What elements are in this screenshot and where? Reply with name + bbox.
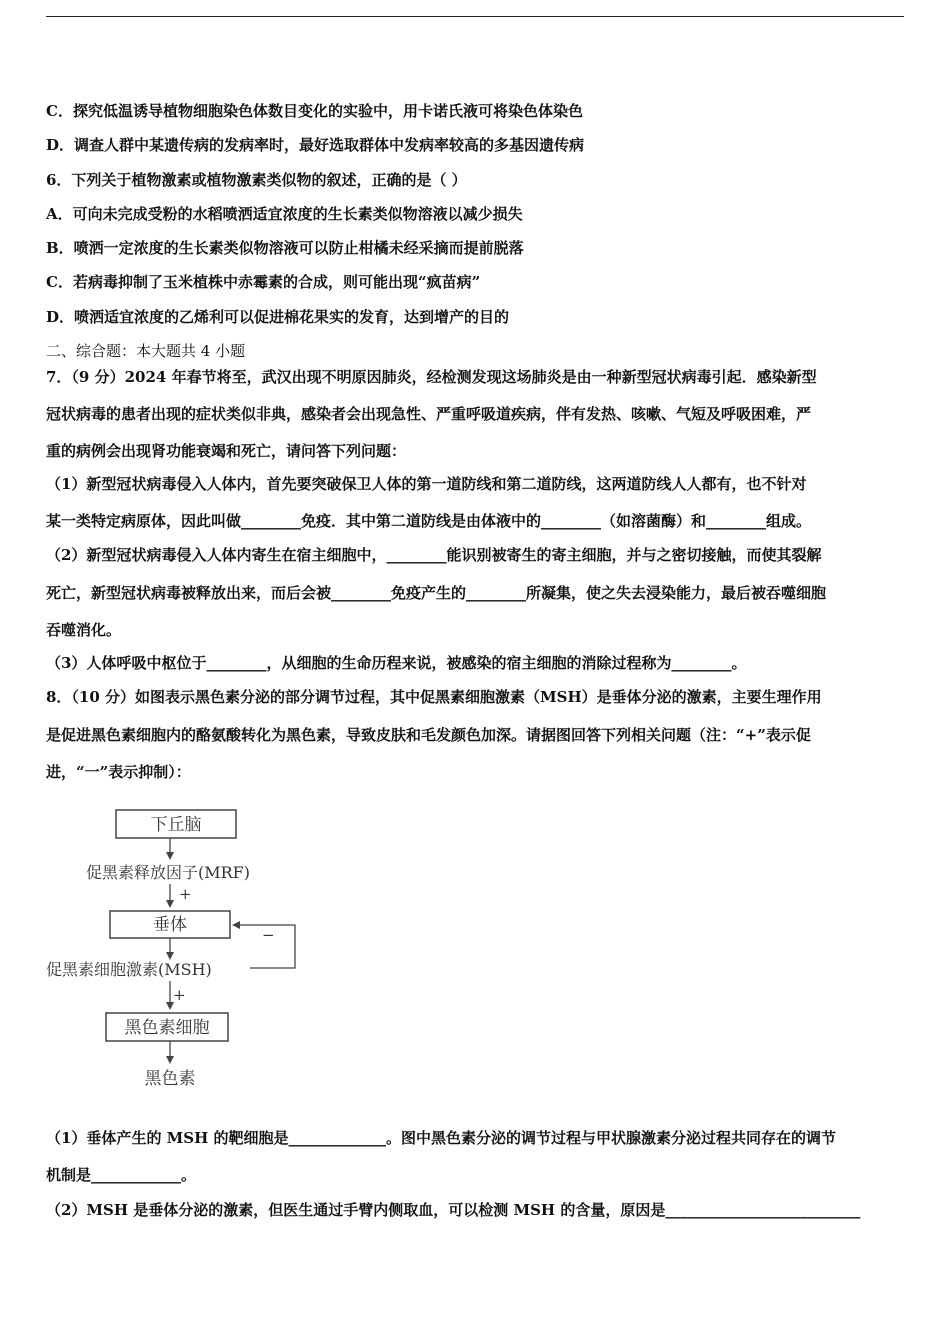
question-8-part-1-line-2: 机制是____________。 [46, 1166, 197, 1184]
msh-label: 促黑素细胞激素(MSH) [46, 960, 212, 979]
header-rule [46, 16, 904, 17]
question-7-part-2-line-1: （2）新型冠状病毒侵入人体内寄生在宿主细胞中，________能识别被寄生的寄主细胞，并与之密切接触，而使其裂解 [46, 546, 822, 564]
question-7-part-2-line-3: 吞噬消化。 [46, 621, 122, 639]
pituitary-label: 垂体 [153, 915, 187, 935]
question-6-stem: 6．下列关于植物激素或植物激素类似物的叙述，正确的是（ ） [46, 171, 467, 189]
question-7-line-1: 7．（9 分）2024 年春节将至，武汉出现不明原因肺炎，经检测发现这场肺炎是由一种新型冠状病毒引起．感染新型 [46, 368, 817, 386]
question-7-line-2: 冠状病毒的患者出现的症状类似非典，感染者会出现急性、严重呼吸道疾病，伴有发热、咳嗽、气短及呼吸困难，严 [46, 405, 812, 423]
hypothalamus-label: 下丘脑 [150, 815, 202, 835]
question-7-part-2-line-2: 死亡，新型冠状病毒被释放出来，而后会被________免疫产生的________所凝集，使之失去浸染能力，最后被吞噬细胞 [46, 584, 827, 602]
question-8-line-2: 是促进黑色素细胞内的酪氨酸转化为黑色素，导致皮肤和毛发颜色加深。请据图回答下列相关问题（注：“+”表示促 [46, 726, 811, 744]
melanin-regulation-diagram [46, 800, 316, 1100]
melanin-label: 黑色素 [144, 1069, 196, 1089]
option-a-q6: A．可向未完成受粉的水稻喷洒适宜浓度的生长素类似物溶液以减少损失 [46, 205, 523, 223]
question-7-part-1-line-1: （1）新型冠状病毒侵入人体内，首先要突破保卫人体的第一道防线和第二道防线，这两道防线人人都有，也不针对 [46, 475, 807, 493]
melanocyte-label: 黑色素细胞 [124, 1018, 210, 1038]
question-8-line-1: 8．（10 分）如图表示黑色素分泌的部分调节过程，其中促黑素细胞激素（MSH）是垂体分泌的激素，主要生理作用 [46, 688, 822, 706]
plus-sign-1: + [179, 885, 192, 903]
option-d-q6: D．喷洒适宜浓度的乙烯利可以促进棉花果实的发育，达到增产的目的 [46, 308, 510, 326]
minus-sign: − [262, 926, 275, 944]
question-8-line-3: 进，“一”表示抑制）： [46, 763, 191, 781]
option-b-q6: B．喷洒一定浓度的生长素类似物溶液可以防止柑橘未经采摘而提前脱落 [46, 239, 524, 257]
option-c-q5: C．探究低温诱导植物细胞染色体数目变化的实验中，用卡诺氏液可将染色体染色 [46, 102, 583, 120]
question-8-part-1-line-1: （1）垂体产生的 MSH 的靶细胞是_____________。图中黑色素分泌的调节过程与甲状腺激素分泌过程共同存在的调节 [46, 1129, 836, 1147]
section-heading: 二、综合题：本大题共 4 小题 [46, 342, 246, 360]
question-7-part-1-line-2: 某一类特定病原体，因此叫做________免疫．其中第二道防线是由体液中的________（如溶菌酶）和________组成。 [46, 512, 812, 530]
question-8-part-2: （2）MSH 是垂体分泌的激素，但医生通过手臂内侧取血，可以检测 MSH 的含量，原因是__________________________ [46, 1201, 861, 1219]
plus-sign-2: + [173, 986, 186, 1004]
question-7-part-3: （3）人体呼吸中枢位于________，从细胞的生命历程来说，被感染的宿主细胞的消除过程称为________。 [46, 654, 747, 672]
mrf-label: 促黑素释放因子(MRF) [86, 863, 251, 882]
question-7-line-3: 重的病例会出现肾功能衰竭和死亡，请问答下列问题： [46, 442, 407, 460]
option-c-q6: C．若病毒抑制了玉米植株中赤霉素的合成，则可能出现“疯苗病” [46, 273, 481, 291]
option-d-q5: D．调查人群中某遗传病的发病率时，最好选取群体中发病率较高的多基因遗传病 [46, 136, 585, 154]
